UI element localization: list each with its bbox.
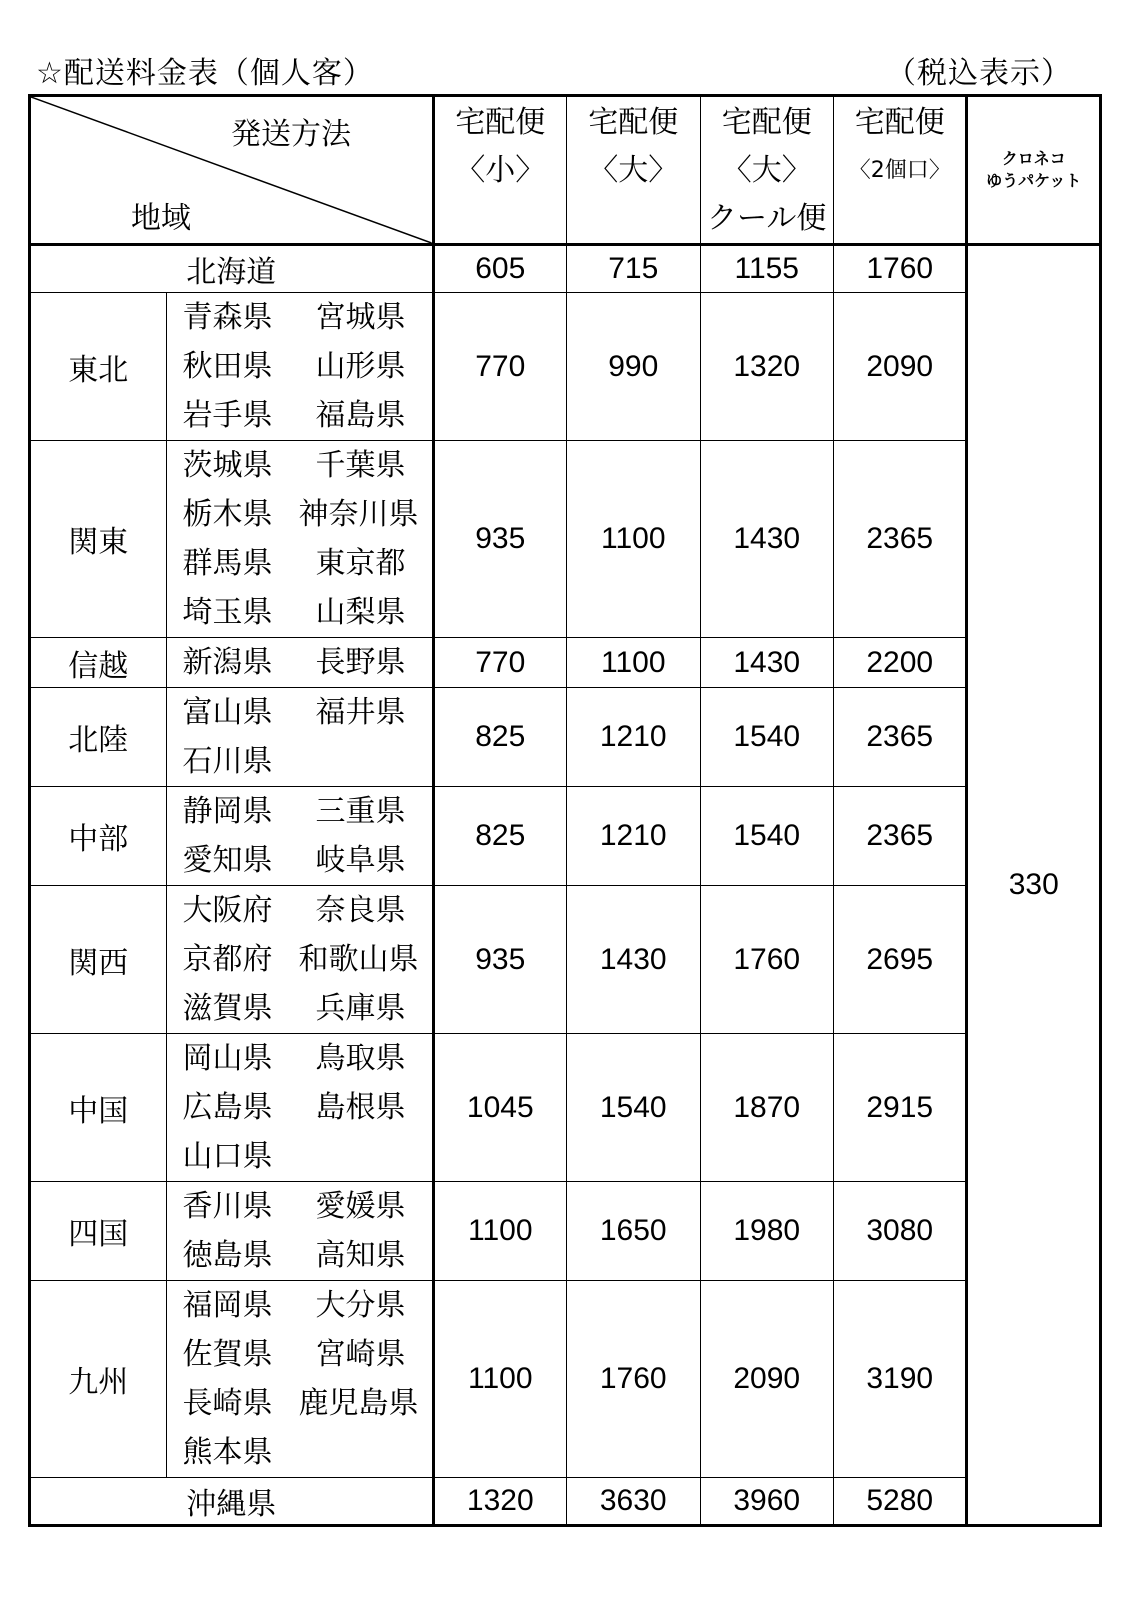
prefecture-name: 大分県 bbox=[315, 1288, 406, 1323]
prefecture-name: 京都府 bbox=[182, 942, 273, 977]
prefecture-name: 石川県 bbox=[182, 744, 273, 779]
price-cell: 1210 bbox=[567, 688, 700, 787]
prefecture-list bbox=[166, 293, 433, 441]
price-cell: 1100 bbox=[433, 1182, 566, 1281]
prefecture-line bbox=[183, 886, 432, 935]
prefecture-name: 岩手県 bbox=[182, 398, 273, 433]
header-row bbox=[30, 96, 1101, 245]
price-cell: 715 bbox=[567, 245, 700, 293]
prefecture-line bbox=[183, 984, 432, 1033]
prefecture-line bbox=[183, 638, 432, 687]
price-cell: 935 bbox=[433, 886, 566, 1034]
prefecture-name: 和歌山県 bbox=[298, 942, 419, 977]
price-cell: 2365 bbox=[833, 787, 966, 886]
prefecture-name: 宮城県 bbox=[315, 300, 406, 335]
prefecture-line bbox=[183, 441, 432, 490]
region-cell: 九州 bbox=[30, 1281, 167, 1478]
price-cell: 1100 bbox=[567, 441, 700, 638]
price-cell: 1155 bbox=[700, 245, 833, 293]
price-cell: 1320 bbox=[433, 1478, 566, 1526]
prefecture-line bbox=[183, 836, 432, 885]
prefecture-name: 佐賀県 bbox=[182, 1337, 273, 1372]
prefecture-line bbox=[183, 1034, 432, 1083]
prefecture-name: 群馬県 bbox=[182, 546, 273, 581]
prefecture-list bbox=[166, 688, 433, 787]
price-cell: 1760 bbox=[567, 1281, 700, 1478]
price-cell: 3080 bbox=[833, 1182, 966, 1281]
price-cell: 1870 bbox=[700, 1034, 833, 1182]
prefecture-name: 山梨県 bbox=[315, 595, 406, 630]
prefecture-name: 広島県 bbox=[182, 1090, 273, 1125]
prefecture-name: 栃木県 bbox=[182, 497, 273, 532]
prefecture-name: 大阪府 bbox=[182, 893, 273, 928]
region-cell: 沖縄県 bbox=[30, 1478, 434, 1526]
prefecture-name: 鳥取県 bbox=[315, 1041, 406, 1076]
price-cell: 2915 bbox=[833, 1034, 966, 1182]
price-cell: 770 bbox=[433, 638, 566, 688]
price-cell: 605 bbox=[433, 245, 566, 293]
prefecture-line bbox=[183, 1281, 432, 1330]
prefecture-line bbox=[183, 1132, 432, 1181]
prefecture-name: 茨城県 bbox=[182, 448, 273, 483]
prefecture-name: 福岡県 bbox=[182, 1288, 273, 1323]
price-cell: 5280 bbox=[833, 1478, 966, 1526]
prefecture-name: 神奈川県 bbox=[298, 497, 419, 532]
prefecture-name: 岐阜県 bbox=[315, 843, 406, 878]
price-cell: 2200 bbox=[833, 638, 966, 688]
table-row bbox=[30, 293, 1101, 441]
price-cell: 2090 bbox=[833, 293, 966, 441]
region-cell: 関東 bbox=[30, 441, 167, 638]
price-cell: 2090 bbox=[700, 1281, 833, 1478]
prefecture-list bbox=[166, 886, 433, 1034]
price-cell: 2365 bbox=[833, 441, 966, 638]
price-cell: 1540 bbox=[700, 787, 833, 886]
diagonal-header-cell bbox=[30, 96, 434, 245]
prefecture-list bbox=[166, 787, 433, 886]
prefecture-name: 新潟県 bbox=[182, 645, 273, 680]
prefecture-name: 福井県 bbox=[315, 695, 406, 730]
column-header-packet: クロネコ ゆうパケット bbox=[967, 96, 1101, 245]
table-row bbox=[30, 441, 1101, 638]
prefecture-name: 兵庫県 bbox=[315, 991, 406, 1026]
price-cell: 825 bbox=[433, 688, 566, 787]
prefecture-name: 静岡県 bbox=[182, 794, 273, 829]
price-cell: 3630 bbox=[567, 1478, 700, 1526]
table-row bbox=[30, 787, 1101, 886]
price-cell: 1210 bbox=[567, 787, 700, 886]
prefecture-name: 愛媛県 bbox=[315, 1189, 406, 1224]
prefecture-name: 奈良県 bbox=[315, 893, 406, 928]
region-cell: 東北 bbox=[30, 293, 167, 441]
packet-price-cell: 330 bbox=[967, 245, 1101, 1526]
prefecture-name: 滋賀県 bbox=[182, 991, 273, 1026]
prefecture-line bbox=[183, 1083, 432, 1132]
table-row bbox=[30, 688, 1101, 787]
prefecture-name: 千葉県 bbox=[315, 448, 406, 483]
region-cell: 北海道 bbox=[30, 245, 434, 293]
price-cell: 1045 bbox=[433, 1034, 566, 1182]
region-cell: 関西 bbox=[30, 886, 167, 1034]
page-title: ☆配送料金表（個人客） bbox=[36, 56, 374, 91]
prefecture-name: 高知県 bbox=[315, 1238, 406, 1273]
prefecture-line bbox=[183, 1231, 432, 1280]
prefecture-name: 三重県 bbox=[315, 794, 406, 829]
column-header-large: 宅配便 〈大〉 bbox=[567, 96, 700, 245]
prefecture-name: 島根県 bbox=[315, 1090, 406, 1125]
price-cell: 1430 bbox=[567, 886, 700, 1034]
prefecture-name: 長野県 bbox=[315, 645, 406, 680]
price-cell: 1540 bbox=[567, 1034, 700, 1182]
prefecture-name: 愛知県 bbox=[182, 843, 273, 878]
price-cell: 935 bbox=[433, 441, 566, 638]
column-header-small: 宅配便 〈小〉 bbox=[433, 96, 566, 245]
prefecture-line bbox=[183, 342, 432, 391]
table-row bbox=[30, 1478, 1101, 1526]
prefecture-name: 青森県 bbox=[182, 300, 273, 335]
prefecture-line bbox=[183, 490, 432, 539]
price-cell: 1320 bbox=[700, 293, 833, 441]
price-cell: 770 bbox=[433, 293, 566, 441]
price-cell: 1760 bbox=[700, 886, 833, 1034]
price-cell: 990 bbox=[567, 293, 700, 441]
region-label: 地域 bbox=[131, 201, 191, 236]
price-cell: 1540 bbox=[700, 688, 833, 787]
table-row bbox=[30, 1281, 1101, 1478]
table-row bbox=[30, 886, 1101, 1034]
prefecture-name: 長崎県 bbox=[182, 1386, 273, 1421]
prefecture-line bbox=[183, 935, 432, 984]
prefecture-line bbox=[183, 1330, 432, 1379]
prefecture-name: 山口県 bbox=[182, 1139, 273, 1174]
price-cell: 1430 bbox=[700, 638, 833, 688]
region-cell: 四国 bbox=[30, 1182, 167, 1281]
prefecture-name: 埼玉県 bbox=[182, 595, 273, 630]
prefecture-name: 秋田県 bbox=[182, 349, 273, 384]
table-row bbox=[30, 638, 1101, 688]
prefecture-name: 山形県 bbox=[315, 349, 406, 384]
prefecture-line bbox=[183, 1379, 432, 1428]
price-cell: 1100 bbox=[567, 638, 700, 688]
shipping-rate-table bbox=[28, 94, 1102, 1527]
price-cell: 1100 bbox=[433, 1281, 566, 1478]
table-row bbox=[30, 245, 1101, 293]
price-cell: 1980 bbox=[700, 1182, 833, 1281]
prefecture-list bbox=[166, 441, 433, 638]
prefecture-name: 岡山県 bbox=[182, 1041, 273, 1076]
price-cell: 3190 bbox=[833, 1281, 966, 1478]
prefecture-name: 鹿児島県 bbox=[298, 1386, 419, 1421]
price-cell: 2695 bbox=[833, 886, 966, 1034]
prefecture-line bbox=[183, 688, 432, 737]
prefecture-line bbox=[183, 1428, 432, 1477]
prefecture-list bbox=[166, 1182, 433, 1281]
prefecture-line bbox=[183, 391, 432, 440]
prefecture-name: 東京都 bbox=[315, 546, 406, 581]
price-cell: 825 bbox=[433, 787, 566, 886]
price-cell: 2365 bbox=[833, 688, 966, 787]
price-cell: 1430 bbox=[700, 441, 833, 638]
column-header-two-pieces: 宅配便 〈2個口〉 bbox=[833, 96, 966, 245]
prefecture-line bbox=[183, 539, 432, 588]
region-cell: 中部 bbox=[30, 787, 167, 886]
region-cell: 信越 bbox=[30, 638, 167, 688]
prefecture-list bbox=[166, 1281, 433, 1478]
prefecture-name: 徳島県 bbox=[182, 1238, 273, 1273]
region-cell: 北陸 bbox=[30, 688, 167, 787]
prefecture-line bbox=[183, 737, 432, 786]
prefecture-name: 福島県 bbox=[315, 398, 406, 433]
prefecture-name: 香川県 bbox=[182, 1189, 273, 1224]
prefecture-line bbox=[183, 588, 432, 637]
price-cell: 1760 bbox=[833, 245, 966, 293]
prefecture-list bbox=[166, 1034, 433, 1182]
prefecture-name: 熊本県 bbox=[182, 1435, 273, 1470]
region-cell: 中国 bbox=[30, 1034, 167, 1182]
prefecture-name: 富山県 bbox=[182, 695, 273, 730]
tax-note: （税込表示） bbox=[886, 56, 1072, 91]
price-cell: 3960 bbox=[700, 1478, 833, 1526]
price-cell: 1650 bbox=[567, 1182, 700, 1281]
prefecture-line bbox=[183, 1182, 432, 1231]
method-label: 発送方法 bbox=[231, 117, 351, 152]
prefecture-list bbox=[166, 638, 433, 688]
table-row bbox=[30, 1034, 1101, 1182]
prefecture-line bbox=[183, 293, 432, 342]
prefecture-line bbox=[183, 787, 432, 836]
prefecture-name: 宮崎県 bbox=[315, 1337, 406, 1372]
column-header-large-cool: 宅配便 〈大〉 クール便 bbox=[700, 96, 833, 245]
table-row bbox=[30, 1182, 1101, 1281]
